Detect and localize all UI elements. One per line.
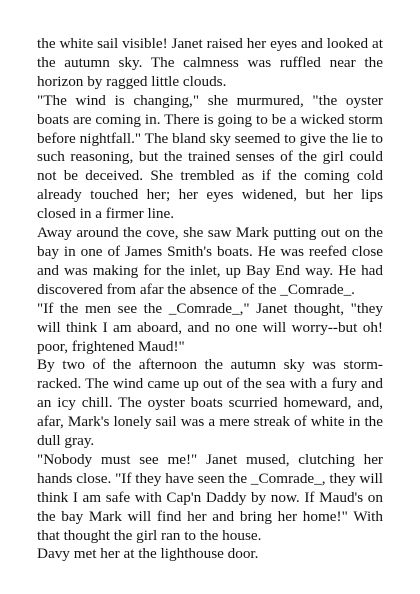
paragraph-7: Davy met her at the lighthouse door. (37, 545, 259, 563)
paragraph-5: By two of the afternoon the autumn sky was storm-racked. The wind came up out of the sea with a fury and an icy chill. The oyster boats scurried homeward, and, afar, Mark's lonely sail was a mere streak of white in the dull gray. (37, 356, 383, 450)
paragraph-6: "Nobody must see me!" Janet mused, clutching her hands close. "If they have seen the _Comrade_, they will think I am safe with Cap'n Daddy by now. If Maud's on the bay Mark will find her and bring her home!" With that thought the girl ran to the house. (37, 450, 383, 544)
book-page (37, 35, 383, 564)
paragraph-3: Away around the cove, she saw Mark putting out on the bay in one of James Smith's boats. He was reefed close and was making for the inlet, up Bay End way. He had discovered from afar the absence of the _Comrade_. (37, 224, 383, 298)
paragraph-1: the white sail visible! Janet raised her eyes and looked at the autumn sky. The calmness was ruffled near the horizon by ragged little clouds. (37, 35, 383, 90)
paragraph-4: "If the men see the _Comrade_," Janet thought, "they will think I am aboard, and no one will worry--but oh! poor, frightened Maud!" (37, 299, 383, 355)
paragraph-2: "The wind is changing," she murmured, "the oyster boats are coming in. There is going to be a wicked storm before nightfall." The bland sky seemed to give the lie to such reasoning, but the trained senses of the girl could not be deceived. She trembled as if the coming cold already touched her; her eyes widened, but her lips closed in a firmer line. (37, 91, 383, 223)
